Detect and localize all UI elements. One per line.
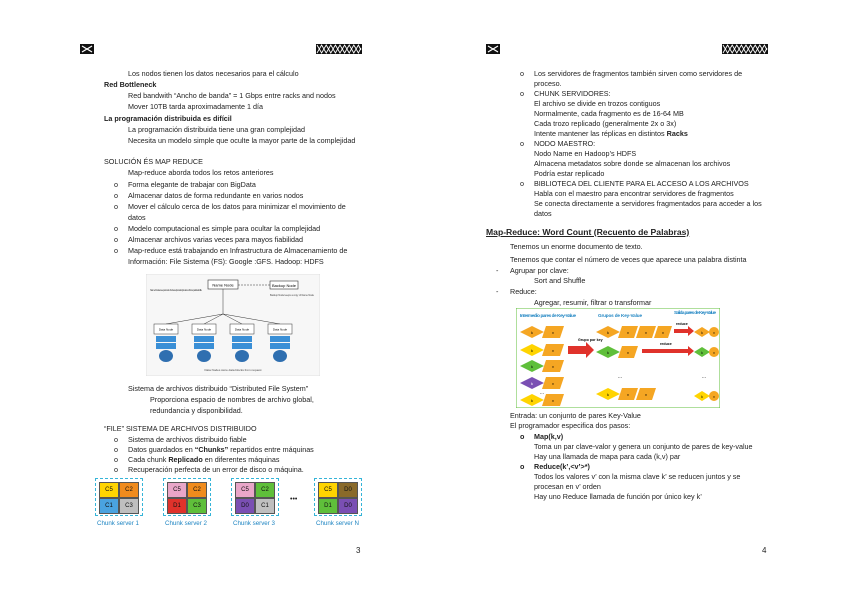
svg-text:k: k	[531, 330, 533, 335]
svg-text:k: k	[607, 350, 609, 355]
master-heading: o NODO MAESTRO:	[534, 139, 595, 149]
group-sub: Sort and Shuffle	[534, 276, 586, 285]
svg-text:v: v	[713, 395, 715, 399]
col2-label: Grupos de Key-Value	[598, 313, 642, 318]
svg-text:k: k	[531, 398, 533, 403]
chunk-cell: C5	[167, 482, 187, 498]
chunk-server-2	[163, 478, 211, 516]
mapreduce-diagram	[516, 308, 720, 408]
svg-text:k: k	[701, 331, 703, 335]
name-note: Name Node keeps track of where (location) is stored for a particular file	[150, 289, 203, 292]
chunk-line: Normalmente, cada fragmento es de 16-64 MB	[534, 109, 684, 118]
data-node-label: Data Node	[158, 327, 174, 332]
page-number: 4	[762, 546, 767, 555]
svg-text:v: v	[552, 398, 554, 403]
data-node-label: Data Node	[234, 327, 250, 332]
map-line: Toma un par clave-valor y genera un conjunto de pares de key-value	[534, 442, 753, 451]
header-decoration-left-icon	[80, 44, 94, 54]
master-line: Podría estar replicado	[534, 169, 605, 178]
chunk-cell: C2	[255, 482, 275, 498]
dfs-caption: Proporciona espacio de nombres de archivo global,	[150, 395, 314, 404]
svg-text:k: k	[531, 381, 533, 386]
chunk-cell: C5	[318, 482, 338, 498]
col3-label: Salida pares de Key-Value	[674, 310, 716, 315]
reduce-arrow-label: reduce	[676, 322, 688, 326]
master-line: Nodo Name en Hadoop’s HDFS	[534, 149, 637, 158]
chunk-cell: D0	[235, 498, 255, 514]
chunk-server-label: Chunk server 1	[97, 520, 139, 527]
library-line: datos	[534, 209, 552, 218]
col1-label: Intermedio pares de Key-Value	[520, 313, 576, 318]
header-decoration-right-icon	[316, 44, 362, 54]
chunk-cell: D0	[338, 498, 358, 514]
group-arrow-label: Grupo por key	[578, 338, 603, 342]
intro-line: Los nodos tienen los datos necesarios para el cálculo	[128, 69, 299, 78]
file-bullet: o Cada chunk Replicado en diferentes máquinas	[128, 455, 279, 465]
file-bullet: o Datos guardados en “Chunks” repartidos entre máquinas	[128, 445, 314, 455]
data-node-label: Data Node	[196, 327, 212, 332]
reduce-sub: Agregar, resumir, filtrar o transformar	[534, 298, 652, 307]
svg-text:k: k	[701, 351, 703, 355]
red-bottleneck-line: Mover 10TB tarda aproximadamente 1 día	[128, 102, 264, 111]
svg-text:v: v	[627, 392, 629, 397]
chunk-line: El archivo se divide en trozos contiguos	[534, 99, 661, 108]
chunk-cell: C1	[255, 498, 275, 514]
svg-text:...: ...	[617, 374, 623, 380]
chunk-server-n	[314, 478, 362, 516]
chunk-cell: C2	[187, 482, 207, 498]
svg-text:...: ...	[701, 374, 707, 380]
right-bullet-cont: proceso.	[534, 79, 562, 88]
svg-text:v: v	[552, 364, 554, 369]
svg-text:k: k	[531, 348, 533, 353]
svg-text:v: v	[645, 392, 647, 397]
red-bottleneck-line: Red bandwith “Ancho de banda” = 1 Gbps entre racks and nodos	[128, 91, 336, 100]
file-bullet: o Recuperación perfecta de un error de disco o máquina.	[128, 465, 304, 475]
header-decoration-right-icon	[722, 44, 768, 54]
right-page	[424, 0, 848, 599]
input-line: Entrada: un conjunto de pares Key-Value	[510, 411, 641, 420]
chunk-cell: C5	[99, 482, 119, 498]
chunk-line: Intente mantener las réplicas en distintos Racks	[534, 129, 688, 138]
svg-text:v: v	[627, 330, 629, 335]
svg-text:v: v	[713, 331, 715, 335]
library-heading: o BIBLIOTECA DEL CLIENTE PARA EL ACCESO A LOS ARCHIVOS	[534, 179, 749, 189]
file-heading: “FILE” SISTEMA DE ARCHIVOS DISTRIBUIDO	[104, 424, 257, 433]
chunk-cell: C5	[235, 482, 255, 498]
solution-bullet-cont: Información: File Sistema (FS): Google :GFS. Hadoop: HDFS	[128, 257, 324, 266]
solution-intro: Map-reduce aborda todos los retos anteriores	[128, 168, 274, 177]
dfs-caption: redundancia y disponibilidad.	[150, 406, 243, 415]
solution-bullet: o Mover el cálculo cerca de los datos para minimizar el movimiento de	[128, 202, 346, 212]
reduce-line: procesan en v’ orden	[534, 482, 601, 491]
svg-text:k: k	[607, 392, 609, 397]
hdfs-diagram	[146, 274, 320, 376]
chunk-cell: D1	[318, 498, 338, 514]
chunk-server-label: Chunk server 2	[165, 520, 207, 527]
chunk-server-label: Chunk server 3	[233, 520, 275, 527]
chunk-line: Cada trozo replicado (generalmente 2x o 3x)	[534, 119, 677, 128]
solution-bullet: o Forma elegante de trabajar con BigData	[128, 180, 256, 190]
chunk-cell: C1	[99, 498, 119, 514]
svg-text:v: v	[627, 350, 629, 355]
dfs-caption: Sistema de archivos distribuido “Distributed File System”	[128, 384, 309, 393]
prog-heading: La programación distribuida es difícil	[104, 114, 232, 123]
solution-bullet: o Map-reduce está trabajando en Infrastructura de Almacenamiento de	[128, 246, 347, 256]
prog-line: La programación distribuida tiene una gran complejidad	[128, 125, 306, 134]
solution-bullet-cont: datos	[128, 213, 146, 222]
chunk-heading: o CHUNK SERVIDORES:	[534, 89, 611, 99]
library-line: Se conecta directamente a servidores fragmentados para acceder a los	[534, 199, 762, 208]
backup-node-label: Backup Node	[271, 283, 297, 288]
svg-text:v: v	[552, 348, 554, 353]
chunk-server-3	[231, 478, 279, 516]
map-heading: o Map(k,v)	[534, 432, 563, 442]
svg-text:...: ...	[539, 390, 545, 396]
file-bullet: o Sistema de archivos distribuido fiable	[128, 435, 247, 445]
chunk-ellipsis: •••	[290, 496, 298, 503]
chunk-cell: C3	[187, 498, 207, 514]
reduce-heading: o Reduce(k’,<v’>*)	[534, 462, 590, 472]
section-title: Map-Reduce: Word Count (Recuento de Palabras)	[486, 227, 690, 237]
backup-note: Backup Node keeps a copy of Name Node	[270, 294, 314, 297]
svg-text:v: v	[552, 330, 554, 335]
svg-text:v: v	[662, 330, 664, 335]
data-node-label: Data Node	[272, 327, 288, 332]
header-decoration-left-icon	[486, 44, 500, 54]
solution-heading: SOLUCIÓN ÉS MAP REDUCE	[104, 157, 203, 166]
svg-text:k: k	[701, 395, 703, 399]
page-number: 3	[356, 546, 361, 555]
wc-line: Tenemos un enorme documento de texto.	[510, 242, 643, 251]
group-label: - Agrupar por clave:	[510, 266, 569, 276]
chunk-cell: D0	[338, 482, 358, 498]
master-line: Almacena metadatos sobre donde se almacenan los archivos	[534, 159, 731, 168]
chunk-cell: D1	[167, 498, 187, 514]
name-node-label: Name Node	[212, 282, 234, 288]
hdfs-caption: Data Nodes store data blocks from request	[204, 368, 262, 372]
svg-text:k: k	[531, 364, 533, 369]
svg-text:v: v	[645, 330, 647, 335]
reduce-label: - Reduce:	[510, 287, 537, 297]
chunk-server-1	[95, 478, 143, 516]
reduce-line: Todos los valores v’ con la misma clave k’ se reducen juntos y se	[534, 472, 741, 481]
svg-text:k: k	[607, 330, 609, 335]
library-line: Habla con el maestro para encontrar servidores de fragmentos	[534, 189, 734, 198]
map-line: Hay una llamada de mapa para cada (k,v) par	[534, 452, 681, 461]
chunk-cell: C3	[119, 498, 139, 514]
solution-bullet: o Almacenar archivos varias veces para mayos fiabilidad	[128, 235, 303, 245]
prog-line: Necesita un modelo simple que oculte la mayor parte de la complejidad	[128, 136, 356, 145]
wc-line: Tenemos que contar el número de veces que aparece una palabra distinta	[510, 255, 747, 264]
reduce-line: Hay uno Reduce llamada de función por único key k’	[534, 492, 702, 501]
red-bottleneck-heading: Red Bottleneck	[104, 80, 157, 89]
solution-bullet: o Modelo computacional es simple para ocultar la complejidad	[128, 224, 320, 234]
programmer-line: El programador especifica dos pasos:	[510, 421, 631, 430]
svg-text:v: v	[552, 381, 554, 386]
right-bullet: o Los servidores de fragmentos también sirven como servidores de	[534, 69, 742, 79]
chunk-server-label: Chunk server N	[316, 520, 359, 527]
solution-bullet: o Almacenar datos de forma redundante en varios nodos	[128, 191, 303, 201]
svg-text:v: v	[713, 351, 715, 355]
chunk-cell: C2	[119, 482, 139, 498]
reduce-arrow-label: reduce	[660, 342, 672, 346]
